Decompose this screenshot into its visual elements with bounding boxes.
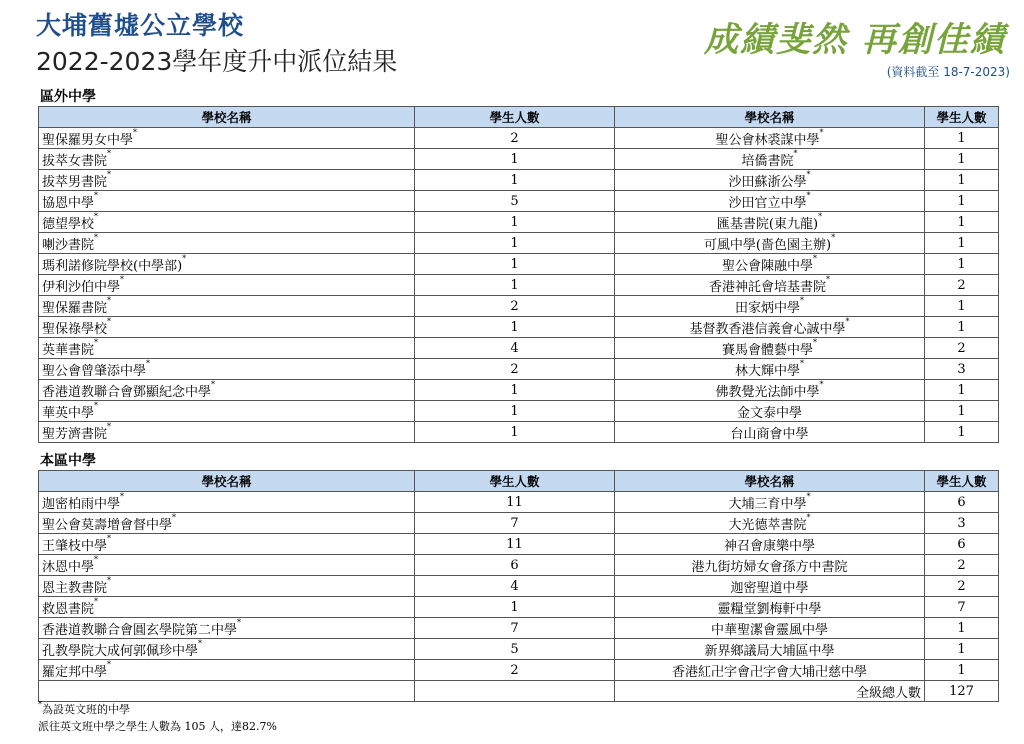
student-count-cell [415,212,615,233]
school-name-text: 佛教覺光法師中學 [715,384,820,400]
school-name-text: 聖公會陳融中學 [721,258,813,274]
school-name-text: 羅定邦中學 [42,664,108,680]
school-name-cell [615,513,925,534]
english-class-marker: * [107,659,112,669]
student-count-text: 1 [510,256,519,272]
school-name-cell [39,296,415,317]
english-class-marker: * [813,253,817,263]
school-name-cell [39,639,415,660]
student-count-text: 11 [506,494,523,510]
school-name-text: 林大輝中學 [734,363,800,379]
english-class-marker: * [107,533,112,543]
school-name-cell [39,191,415,212]
as-of-date: (資料截至 18-7-2023) [886,65,1010,79]
english-class-marker: * [845,316,850,326]
english-class-marker: * [133,127,138,137]
table-row [39,597,999,618]
school-name-cell [39,401,415,422]
student-count-text: 2 [957,578,966,594]
column-header-students: 學生人數 [415,107,615,128]
empty-cell [39,681,415,702]
english-class-marker: * [94,211,99,221]
school-name-cell [615,317,925,338]
school-name-text: 迦密聖道中學 [730,580,809,596]
school-name-text: 中華聖潔會靈風中學 [710,622,828,638]
student-count-text: 6 [957,536,966,552]
school-name-cell [615,296,925,317]
school-name-cell [615,275,925,296]
student-count-cell [415,492,615,513]
school-name: 大埔舊墟公立學校 [36,11,245,40]
table-row [39,212,999,233]
english-class-marker: * [172,512,177,522]
english-class-marker: * [107,421,112,431]
student-count-cell [925,296,999,317]
student-count-cell [415,555,615,576]
school-name-cell [615,380,925,401]
english-class-marker: * [813,337,817,347]
school-name-cell [39,338,415,359]
school-name-cell [39,555,415,576]
student-count-cell [415,275,615,296]
student-count-text: 1 [510,235,519,251]
student-count-text: 1 [510,319,519,335]
school-name-cell [615,492,925,513]
student-count-cell [415,170,615,191]
school-name-cell [615,128,925,149]
school-name-cell [39,380,415,401]
school-name-text: 聖芳濟書院 [42,426,108,442]
english-class-marker: * [819,127,824,137]
student-count-text: 1 [957,193,966,209]
outside-table-body [39,128,999,443]
student-count-cell [925,618,999,639]
school-name-text: 沐恩中學 [42,559,95,575]
table-row [39,317,999,338]
school-name-text: 賽馬會體藝中學 [721,342,813,358]
school-name-cell [39,275,415,296]
table-row [39,401,999,422]
student-count-text: 5 [510,193,519,209]
student-count-text: 1 [957,662,966,678]
table-row [39,254,999,275]
student-count-cell [415,513,615,534]
english-class-marker: * [94,400,99,410]
student-count-cell [925,359,999,380]
table-row [39,128,999,149]
student-count-cell [415,401,615,422]
school-name-text: 大埔三育中學 [728,496,807,512]
english-class-marker: * [826,274,830,284]
student-count-text: 6 [510,557,519,573]
school-name-cell [39,660,415,681]
school-name-cell [615,422,925,443]
english-class-marker: * [800,295,804,305]
school-name-text: 台山商會中學 [730,426,809,442]
english-class-marker: * [146,358,151,368]
local-schools-table [38,470,999,702]
school-name-cell [39,597,415,618]
student-count-text: 2 [510,662,519,678]
school-name-text: 英華書院 [42,342,95,358]
student-count-text: 2 [957,277,966,293]
student-count-text: 7 [510,620,519,636]
school-name-cell [39,149,415,170]
english-class-marker: * [182,253,187,263]
student-count-text: 1 [510,599,519,615]
outside-schools-table [38,106,999,443]
student-count-text: 1 [957,214,966,230]
school-name-text: 港九街坊婦女會孫方中書院 [691,559,848,575]
school-name-text: 金文泰中學 [736,405,802,421]
student-count-cell [925,254,999,275]
school-name-cell [39,317,415,338]
student-count-cell [925,534,999,555]
school-name-text: 香港道教聯合會鄧顯紀念中學 [42,384,212,400]
student-count-text: 1 [957,403,966,419]
student-count-text: 2 [510,298,519,314]
school-name-text: 德望學校 [42,216,95,232]
school-name-cell [615,254,925,275]
footnote-summary: 派往英文班中學之學生人數為 105 人，達82.7% [38,720,277,733]
footnote-star [38,701,130,717]
student-count-cell [925,380,999,401]
student-count-cell [925,317,999,338]
student-count-text: 1 [510,277,519,293]
english-class-marker: * [211,379,216,389]
student-count-cell [415,233,615,254]
school-name-cell [39,618,415,639]
student-count-text: 1 [957,172,966,188]
school-name-text: 沙田官立中學 [728,195,807,211]
student-count-cell [415,534,615,555]
school-name-cell [615,401,925,422]
english-class-marker: * [818,211,823,221]
table-row [39,576,999,597]
student-count-text: 5 [510,641,519,657]
english-class-marker: * [806,512,811,522]
school-name-text: 瑪利諾修院學校(中學部) [42,258,183,274]
student-count-text: 1 [957,641,966,657]
empty-cell [415,681,615,702]
table-header-row [39,107,999,128]
school-name-text: 華英中學 [42,405,95,421]
table-header-row [39,471,999,492]
student-count-text: 6 [957,494,966,510]
student-count-text: 1 [510,403,519,419]
student-count-cell [925,275,999,296]
english-class-marker: * [806,169,811,179]
school-name-text: 聖公會莫壽增會督中學 [42,517,173,533]
table-row [39,338,999,359]
table-row [39,618,999,639]
table-row [39,149,999,170]
student-count-cell [925,401,999,422]
english-class-marker: * [120,274,125,284]
student-count-cell [415,660,615,681]
student-count-text: 1 [510,151,519,167]
total-label: 全級總人數 [615,681,925,702]
footnote-star-text: 為設英文班的中學 [42,703,130,716]
school-name-cell [39,233,415,254]
student-count-text: 2 [510,130,519,146]
student-count-cell [925,191,999,212]
section-title-local: 本區中學 [40,453,96,469]
student-count-text: 1 [957,151,966,167]
school-name-cell [615,338,925,359]
student-count-text: 7 [510,515,519,531]
school-name-cell [39,492,415,513]
table-row [39,492,999,513]
school-name-cell [615,555,925,576]
column-header-school: 學校名稱 [615,471,925,492]
english-class-marker: * [94,190,99,200]
table-row [39,233,999,254]
school-name-cell [615,359,925,380]
student-count-text: 1 [957,424,966,440]
student-count-text: 3 [957,515,966,531]
school-name-cell [39,422,415,443]
student-count-cell [925,170,999,191]
school-name-cell [615,534,925,555]
school-name-cell [615,660,925,681]
english-class-marker: * [94,596,99,606]
english-class-marker: * [94,337,99,347]
total-row [39,681,999,702]
student-count-text: 1 [510,172,519,188]
school-name-text: 可風中學(嗇色園主辦) [703,237,832,253]
school-name-text: 恩主教書院 [42,580,108,596]
student-count-cell [415,639,615,660]
english-class-marker: * [94,554,99,564]
school-name-cell [615,233,925,254]
english-class-marker: * [120,491,125,501]
table-row [39,170,999,191]
school-name-text: 聖保羅男女中學 [42,132,134,148]
school-name-text: 聖公會林裘謀中學 [715,132,820,148]
school-name-cell [39,534,415,555]
footnote-star-mark: * [38,700,42,709]
school-name-text: 喇沙書院 [42,237,95,253]
column-header-school: 學校名稱 [39,471,415,492]
student-count-cell [925,576,999,597]
school-name-text: 伊利沙伯中學 [42,279,121,295]
student-count-text: 1 [957,298,966,314]
school-name-cell [615,170,925,191]
school-name-cell [615,149,925,170]
student-count-cell [925,660,999,681]
student-count-cell [925,212,999,233]
student-count-cell [925,338,999,359]
student-count-text: 1 [510,214,519,230]
english-class-marker: * [237,617,242,627]
school-name-text: 救恩書院 [42,601,95,617]
school-name-text: 聖保祿學校 [42,321,108,337]
school-name-text: 拔萃女書院 [42,153,108,169]
school-name-cell [615,618,925,639]
table-row [39,639,999,660]
column-header-school: 學校名稱 [39,107,415,128]
student-count-cell [415,422,615,443]
english-class-marker: * [94,232,99,242]
school-name-text: 聖保羅書院 [42,300,108,316]
school-name-cell [615,191,925,212]
school-name-text: 新界鄉議局大埔區中學 [704,643,835,659]
english-class-marker: * [107,575,112,585]
student-count-text: 1 [957,382,966,398]
school-name-text: 香港道教聯合會圓玄學院第二中學 [42,622,238,638]
school-name-text: 聖公會曾肇添中學 [42,363,147,379]
student-count-cell [415,191,615,212]
column-header-students: 學生人數 [415,471,615,492]
student-count-cell [415,296,615,317]
table-row [39,359,999,380]
student-count-cell [925,513,999,534]
student-count-cell [925,233,999,254]
school-name-text: 培僑書院 [741,153,794,169]
table-row [39,555,999,576]
school-name-cell [39,128,415,149]
student-count-cell [925,492,999,513]
slogan: 成績斐然 再創佳績 [704,20,1006,60]
student-count-text: 11 [506,536,523,552]
student-count-cell [925,597,999,618]
table-row [39,534,999,555]
student-count-text: 1 [957,256,966,272]
school-name-text: 神召會康樂中學 [723,538,815,554]
student-count-text: 7 [957,599,966,615]
student-count-text: 1 [510,382,519,398]
student-count-cell [925,639,999,660]
student-count-text: 1 [957,319,966,335]
table-row [39,296,999,317]
student-count-text: 3 [957,361,966,377]
student-count-text: 4 [510,340,519,356]
table-row [39,380,999,401]
english-class-marker: * [806,190,811,200]
table-row [39,422,999,443]
school-name-text: 協恩中學 [42,195,95,211]
table-row [39,513,999,534]
student-count-text: 2 [510,361,519,377]
column-header-school: 學校名稱 [615,107,925,128]
english-class-marker: * [800,358,804,368]
school-name-cell [39,576,415,597]
student-count-cell [415,338,615,359]
english-class-marker: * [107,316,112,326]
total-value: 127 [925,681,999,702]
english-class-marker: * [107,169,112,179]
student-count-cell [415,128,615,149]
section-title-outside: 區外中學 [40,89,96,105]
school-name-cell [615,639,925,660]
english-class-marker: * [198,638,203,648]
english-class-marker: * [107,295,112,305]
student-count-text: 2 [957,340,966,356]
school-name-text: 大光德萃書院 [728,517,807,533]
school-name-text: 王肇枝中學 [42,538,108,554]
school-name-cell [39,170,415,191]
student-count-text: 1 [957,130,966,146]
school-name-text: 香港神託會培基書院 [708,279,826,295]
english-class-marker: * [107,148,112,158]
column-header-students: 學生人數 [925,107,999,128]
school-name-text: 香港紅卍字會卍字會大埔卍慈中學 [671,664,867,680]
english-class-marker: * [793,148,798,158]
page-subtitle: 2022-2023學年度升中派位結果 [36,47,398,76]
school-name-text: 沙田蘇浙公學 [728,174,807,190]
school-name-text: 基督教香港信義會心誠中學 [689,321,846,337]
student-count-cell [925,128,999,149]
school-name-text: 匯基書院(東九龍) [716,216,819,232]
student-count-cell [415,317,615,338]
school-name-cell [615,212,925,233]
student-count-cell [925,555,999,576]
school-name-cell [39,359,415,380]
local-table-body [39,492,999,681]
school-name-cell [615,576,925,597]
english-class-marker: * [819,379,824,389]
student-count-cell [415,597,615,618]
table-row [39,191,999,212]
student-count-cell [925,422,999,443]
school-name-text: 孔教學院大成何郭佩珍中學 [42,643,199,659]
school-name-cell [39,513,415,534]
school-name-text: 拔萃男書院 [42,174,108,190]
student-count-text: 1 [510,424,519,440]
student-count-text: 2 [957,557,966,573]
student-count-cell [925,149,999,170]
school-name-text: 迦密柏雨中學 [42,496,121,512]
school-name-text: 田家炳中學 [734,300,800,316]
table-row [39,660,999,681]
student-count-cell [415,254,615,275]
student-count-cell [415,618,615,639]
school-name-text: 靈糧堂劉梅軒中學 [717,601,822,617]
english-class-marker: * [806,491,811,501]
column-header-students: 學生人數 [925,471,999,492]
student-count-text: 1 [957,620,966,636]
student-count-text: 1 [957,235,966,251]
student-count-cell [415,380,615,401]
student-count-text: 4 [510,578,519,594]
student-count-cell [415,576,615,597]
school-name-cell [615,597,925,618]
student-count-cell [415,149,615,170]
table-row [39,275,999,296]
student-count-cell [415,359,615,380]
school-name-cell [39,212,415,233]
english-class-marker: * [831,232,836,242]
school-name-cell [39,254,415,275]
